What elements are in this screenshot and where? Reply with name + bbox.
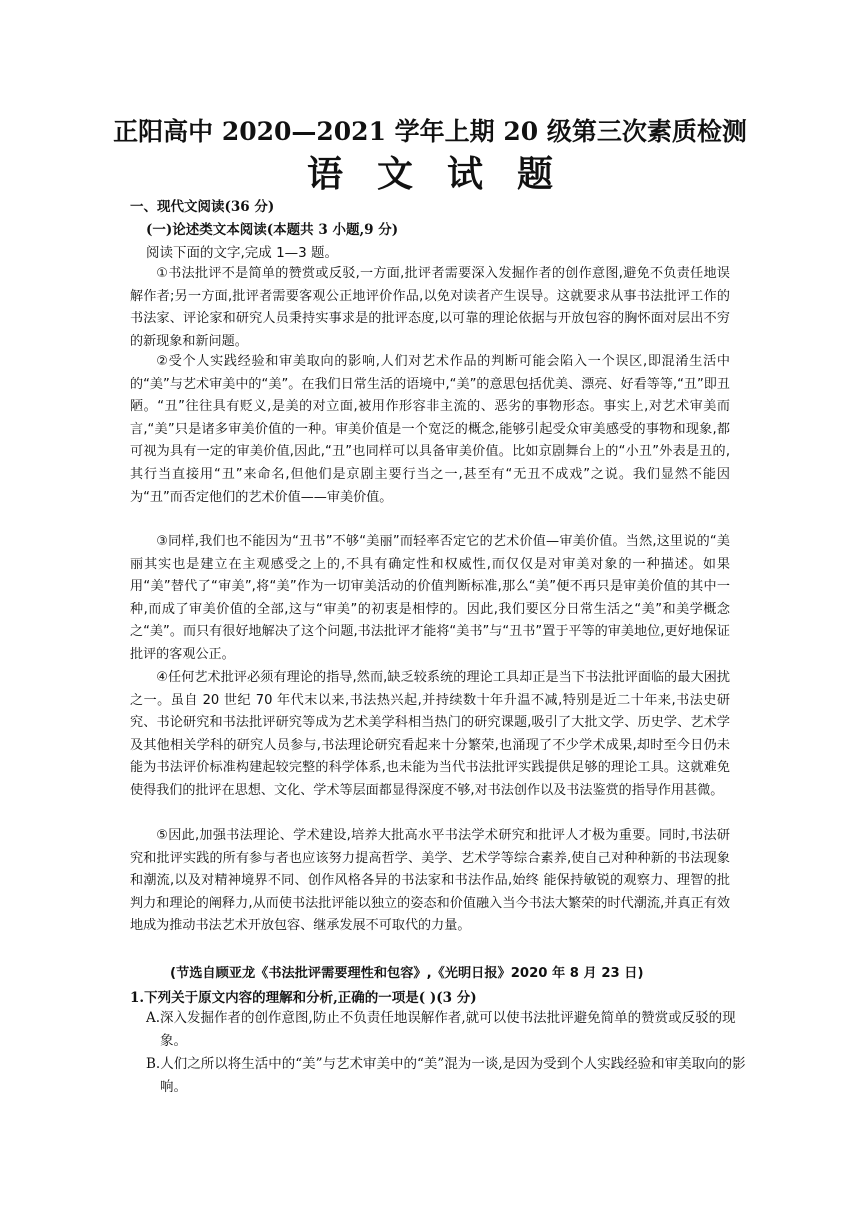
paragraph-2: ②受个人实践经验和审美取向的影响,人们对艺术作品的判断可能会陷入一个误区,即混淆生活中的“美”与艺术审美中的“美”。在我们日常生活的语境中,“美”的意思包括优美、漂亮、好看等等,“丑”即丑陋。“丑”往往具有贬义,是美的对立面,被用作形容非主流的、恶劣的事物形态。事实上,对艺术审美而言,“美”只是诸多审美价值的一种。审美价值是一个宽泛的概念,能够引起受众审美感受的事物和现象,都可视为具有一定的审美价值,因此,“丑”也同样可以具备审美价值。比如京剧舞台上的“小丑”外表是丑的,其行当直接用“丑”来命名,但他们是京剧主要行当之一,甚至有“无丑不成戏”之说。我们显然不能因为“丑”而否定他们的艺术价值——审美价值。 [130, 354, 730, 505]
reading-instruction: 阅读下面的文字,完成 1—3 题。 [146, 245, 339, 261]
question-1-option-a: A.深入发掘作者的创作意图,防止不负责任地误解作者,就可以使书法批评避免简单的赞赏或反驳的现象。 [146, 1010, 736, 1049]
paragraph-5: ⑤因此,加强书法理论、学术建设,培养大批高水平书法学术研究和批评人才极为重要。同时,书法研究和批评实践的所有参与者也应该努力提高哲学、美学、艺术学等综合素养,使自己对种种新的书法现象和潮流,以及对精神境界不同、创作风格各异的书法家和书法作品,始终 能保持敏锐的观察力、理智的批判力和理论的阐释力,从而使书法批评能以独立的姿态和价值融入当今书法大繁荣的时代潮流,并真正有效地成为推动书法艺术开放包容、继承发展不可取代的力量。 [130, 828, 730, 934]
exam-subtitle: 语文试题 [306, 153, 587, 195]
exam-title: 正阳高中 2020—2021 学年上期 20 级第三次素质检测 [113, 117, 747, 146]
paragraph-1: ①书法批评不是简单的赞赏或反驳,一方面,批评者需要深入发掘作者的创作意图,避免不负责任地误解作者;另一方面,批评者需要客观公正地评价作品,以免对读者产生误导。这就要求从事书法批评工作的书法家、评论家和研究人员秉持实事求是的批评态度,以可靠的理论依据与开放包容的胸怀面对层出不穷的新现象和新问题。 [130, 266, 730, 349]
question-1-stem: 1.下列关于原文内容的理解和分析,正确的一项是( )(3 分) [130, 990, 477, 1006]
paragraph-3: ③同样,我们也不能因为“丑书”不够“美丽”而轻率否定它的艺术价值—审美价值。当然,这里说的“美丽其实也是建立在主观感受之上的,不具有确定性和权威性,而仅仅是对审美对象的一种描述。如果用“美”替代了“审美”,将“美”作为一切审美活动的价值判断标准,那么“美”便不再只是审美价值的其中一种,而成了审美价值的全部,这与“审美”的初衷是相悖的。因此,我们要区分日常生活之“美”和美学概念之“美”。而只有很好地解决了这个问题,书法批评才能将“美书”与“丑书”置于平等的审美地位,更好地保证批评的客观公正。 [130, 534, 730, 662]
question-1-option-b: B.人们之所以将生活中的“美”与艺术审美中的“美”混为一谈,是因为受到个人实践经验和审美取向的影响。 [146, 1056, 746, 1095]
paragraph-4: ④任何艺术批评必须有理论的指导,然而,缺乏较系统的理论工具却正是当下书法批评面临的最大困扰之一。虽自 20 世纪 70 年代末以来,书法热兴起,并持续数十年升温不减,特别是近二十年来,书法史研究、书论研究和书法批评研究等成为艺术美学科相当热门的研究课题,吸引了大批文学、历史学、艺术学及其他相关学科的研究人员参与,书法理论研究看起来十分繁荣,也涌现了不少学术成果,却时至今日仍未能为书法评价标准构建起较完整的科学体系,也未能为当代书法批评实践提供足够的理论工具。这就难免使得我们的批评在思想、文化、学术等层面都显得深度不够,对书法创作以及书法鉴赏的指导作用甚微。 [130, 670, 730, 798]
section-heading: 一、现代文阅读(36 分) [130, 199, 275, 215]
section-sub-heading: (一)论述类文本阅读(本题共 3 小题,9 分) [146, 222, 399, 238]
source-citation: (节选自顾亚龙《书法批评需要理性和包容》,《光明日报》2020 年 8 月 23 日) [170, 966, 644, 981]
